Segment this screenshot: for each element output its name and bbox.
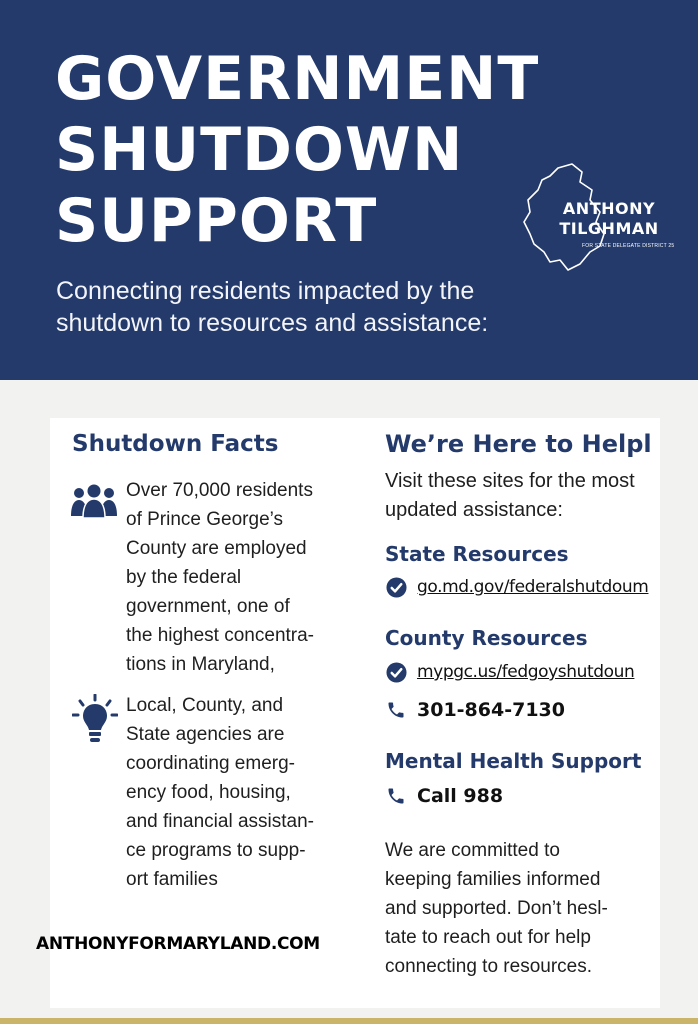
state-resource-link-row[interactable] xyxy=(385,573,648,601)
county-phone-row[interactable] xyxy=(385,696,565,724)
fact-line: and financial assistan- xyxy=(126,811,314,832)
logo-last-name: TILGHMAN xyxy=(559,219,659,238)
fact-line: ency food, housing, xyxy=(126,782,291,803)
fact-line: government, one of xyxy=(126,596,290,617)
help-heading: We’re Here to Helpl xyxy=(385,430,652,458)
closing-line: and supported. Don’t hesl- xyxy=(385,898,608,919)
county-phone-number[interactable]: 301-864-7130 xyxy=(417,699,565,721)
fact-line: of Prince George’s xyxy=(126,509,284,530)
title-line-3: SUPPORT xyxy=(55,186,378,256)
fact-line: coordinating emerg- xyxy=(126,753,295,774)
state-resources-heading: State Resources xyxy=(385,542,569,566)
lightbulb-icon xyxy=(72,694,118,751)
intro-line: Visit these sites for the most xyxy=(385,470,635,492)
phone-icon xyxy=(385,785,407,807)
fact-line: Local, County, and xyxy=(126,695,284,716)
campaign-logo xyxy=(520,160,675,280)
campaign-website-link[interactable]: ANTHONYFORMARYLAND.COM xyxy=(36,934,320,954)
logo-tagline: FOR STATE DELEGATE DISTRICT 25 xyxy=(582,243,675,249)
fact-line: the highest concentra- xyxy=(126,625,315,646)
fact-item-agencies xyxy=(126,691,314,894)
fact-line: tions in Maryland, xyxy=(126,654,275,675)
fact-line: State agencies are xyxy=(126,724,285,745)
fact-line: by the federal xyxy=(126,567,242,588)
help-intro xyxy=(385,467,635,525)
county-resource-link[interactable]: mypgc.us/fedgoyshutdoun xyxy=(417,662,635,682)
fact-line: ort families xyxy=(126,869,218,890)
closing-line: We are committed to xyxy=(385,840,560,861)
phone-icon xyxy=(385,699,407,721)
title-line-2: SHUTDOWN xyxy=(55,115,464,185)
mental-health-phone-row[interactable] xyxy=(385,782,503,810)
facts-heading: Shutdown Facts xyxy=(72,431,279,457)
intro-line: updated assistance: xyxy=(385,499,563,521)
mental-health-heading: Mental Health Support xyxy=(385,749,642,773)
closing-line: keeping families informed xyxy=(385,869,601,890)
header-banner xyxy=(0,0,698,380)
title-line-1: GOVERNMENT xyxy=(55,44,540,114)
check-circle-icon xyxy=(385,661,407,683)
county-resources-heading: County Resources xyxy=(385,626,588,650)
closing-line: connecting to resources. xyxy=(385,956,593,977)
fact-item-employment xyxy=(126,476,314,679)
closing-line: tate to reach out for help xyxy=(385,927,591,948)
logo-first-name: ANTHONY xyxy=(562,199,656,218)
people-group-icon xyxy=(70,484,118,525)
logo-name xyxy=(548,199,670,239)
fact-line: Over 70,000 residents xyxy=(126,480,313,501)
page-title xyxy=(55,44,539,257)
mental-health-phone[interactable]: Call 988 xyxy=(417,785,504,807)
page-subtitle: Connecting residents impacted by the shutdown to resources and assistance: xyxy=(56,277,489,337)
fact-line: County are employed xyxy=(126,538,307,559)
check-circle-icon xyxy=(385,576,407,598)
fact-line: ce programs to supp- xyxy=(126,840,306,861)
county-resource-link-row[interactable] xyxy=(385,658,634,686)
state-resource-link[interactable]: go.md.gov/federalshutdoum xyxy=(417,577,649,597)
closing-message xyxy=(385,836,608,981)
bottom-accent-line xyxy=(0,1018,698,1024)
